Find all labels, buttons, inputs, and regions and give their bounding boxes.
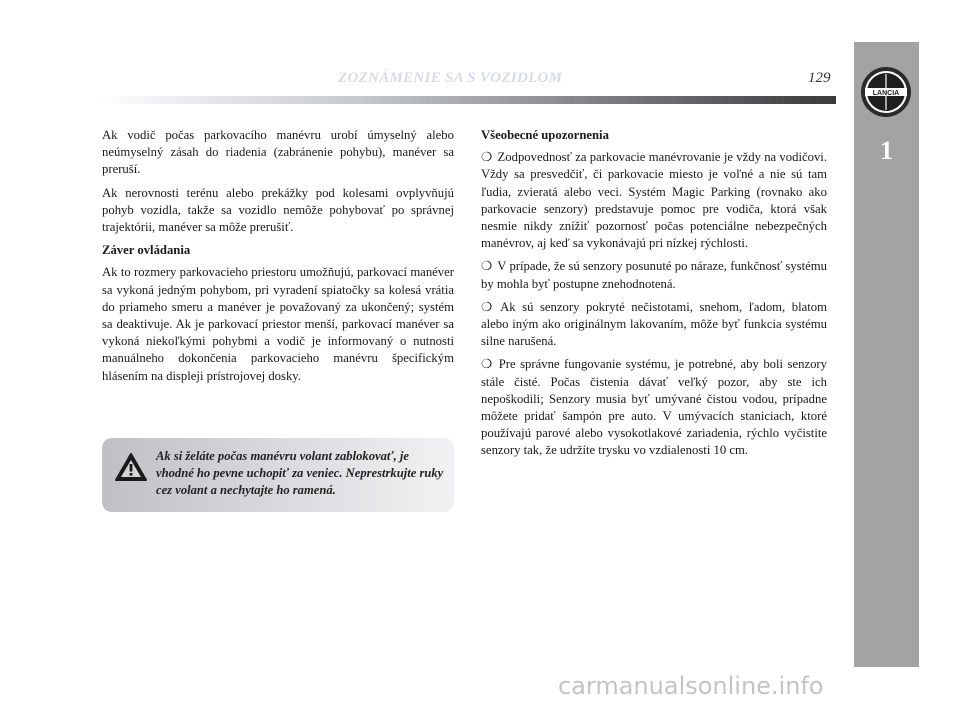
bullet-icon: ❍ xyxy=(481,259,493,274)
watermark: carmanualsonline.info xyxy=(558,672,824,700)
page-number: 129 xyxy=(808,70,831,86)
left-column xyxy=(102,127,454,391)
header-rule xyxy=(96,96,836,104)
bullet-icon: ❍ xyxy=(481,299,493,314)
list-item xyxy=(481,356,827,459)
list-item xyxy=(481,258,827,292)
bullet-icon: ❍ xyxy=(481,357,493,372)
paragraph-interruption: Ak vodič počas parkovacího manévru urobí úmyselný alebo neúmyselný zásah do riadenia (zabránenie pohybu), manéver sa preruší. xyxy=(102,128,454,177)
logo-text: LANCIA xyxy=(872,89,900,97)
warning-triangle-icon xyxy=(114,452,148,482)
paragraph-uneven-terrain: Ak nerovnosti terénu alebo prekážky pod kolesami ovplyvňujú pohyb vozidla, takže sa vozidlo nemôže pohybovať po správnej trajektórii, manéver sa môže prerušiť. xyxy=(102,185,454,235)
right-column xyxy=(481,127,827,466)
lancia-logo-icon xyxy=(860,66,912,118)
section-heading-general-warnings: Všeobecné upozornenia xyxy=(481,128,609,142)
list-item-text: Zodpovednosť za parkovacie manévrovanie je vždy na vodičovi. Vždy sa presvedčiť, či parkovacie miesto je voľné a nie sú tam ľudia, zvieratá alebo veci. Systém Magic Parking (rovnako ako parkovacie senzory) predstavuje pomoc pre vodiča, ktorá však nesmie nikdy znížiť pozornosť počas potenciálne nebezpečných manévrov, aj keď sa vykonávajú pri nízkej rýchlosti. xyxy=(481,150,828,251)
paragraph-end-of-control: Ak to rozmery parkovacieho priestoru umožňujú, parkovací manéver sa vykoná jedným pohybom, pri vyradení spiatočky sa kolesá vrátia do priameho smeru a manéver je považovaný za ukončený; systém sa deaktivuje. Ak je parkovací priestor menší, parkovací manéver sa vykoná niekoľkými pohybmi a vodič je informovaný o nutnosti manuálneho dokončenia parkovacieho manévru špecifickým hlásením na displeji prístrojovej dosky. xyxy=(102,265,454,383)
list-item xyxy=(481,149,827,252)
running-header-title: ZOZNÁMENIE SA S VOZIDLOM xyxy=(338,70,563,86)
section-heading-end-of-control: Záver ovládania xyxy=(102,243,191,258)
list-item-text: V prípade, že sú senzory posunuté po náraze, funkčnosť systému by mohla byť postupne znehodnotená. xyxy=(481,259,827,291)
list-item-text: Ak sú senzory pokryté nečistotami, snehom, ľadom, blatom alebo iným ako originálnym lakovaním, môže byť funkcia systému silne narušená. xyxy=(481,299,827,349)
bullet-icon: ❍ xyxy=(481,150,493,165)
warning-box xyxy=(102,438,454,512)
list-item xyxy=(481,299,827,351)
warning-text: Ak si želáte počas manévru volant zablokovať, je vhodné ho pevne uchopiť za veniec. Neprestrkujte ruky cez volant a nechytajte ho ramená. xyxy=(156,449,444,497)
list-item-text: Pre správne fungovanie systému, je potrebné, aby boli senzory stále čisté. Počas čistenia dávať veľký pozor, aby ste ich nepoškodili; Senzory musia byť umývané čistou vodou, prípadne môžete pridať šampón pre auto. V umývacích staniciach, ktoré používajú parové alebo vysokotlakové zariadenia, rýchlo vyčistite senzory tak, že udržíte trysku vo vzdialenosti 10 cm. xyxy=(481,357,827,458)
chapter-number: 1 xyxy=(880,136,893,165)
